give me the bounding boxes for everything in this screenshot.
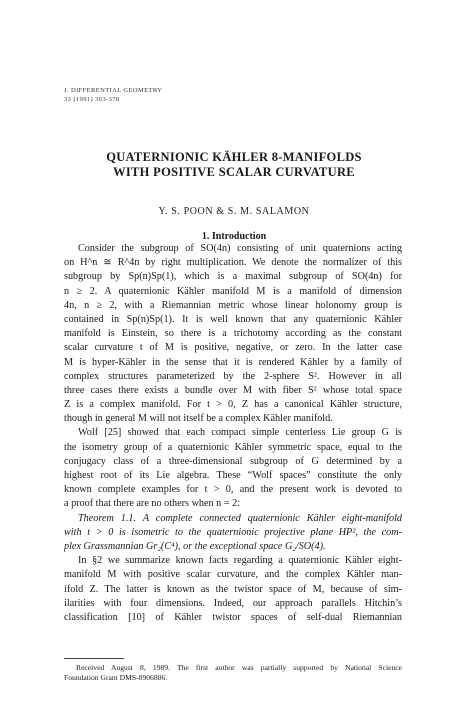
footnote-line: Received August 8, 1989. The first author was partially supported by National Science	[76, 663, 402, 672]
body-line: three cases there exists a bundle over M with fiber S² whose total space	[64, 384, 402, 396]
body-line: a proof that there are no others when n = 2:	[64, 498, 241, 510]
body-line: ilarities with four dimensions. Indeed, our approach parallels Hitchin’s	[64, 597, 402, 609]
footnote	[64, 663, 402, 683]
body-line: contained in Sp(n)Sp(1). It is well known that any quaternionic Kähler	[64, 313, 402, 325]
body-line: complex structures parameterized by the 2-sphere S². However in all	[64, 370, 402, 382]
theorem-line: Theorem 1.1. A complete connected quaternionic Kähler eight-manifold	[78, 512, 402, 524]
theorem-line: with t > 0 is isometric to the quaternionic projective plane HP², the com-	[64, 526, 402, 538]
body-line: on H^n ≅ R^4n by right multiplication. We denote the normalizer of this	[64, 257, 402, 269]
body-line: subgroup by Sp(n)Sp(1), which is a maximal subgroup of SO(4n) for	[64, 271, 402, 283]
body-line: manifold M with positive scalar curvature, and the complex Kähler man-	[64, 569, 402, 581]
body-line: manifold is Einstein, so there is a trichotomy according as the constant	[64, 328, 402, 340]
body-line: ifold Z. The latter is known as the twistor space of M, because of sim-	[64, 583, 402, 595]
journal-name: J. DIFFERENTIAL GEOMETRY	[64, 87, 163, 94]
body-line: 4n, n ≥ 2, with a Riemannian metric whose linear holonomy group is	[64, 299, 402, 311]
paper-authors: Y. S. POON & S. M. SALAMON	[158, 206, 310, 217]
theorem-line: plex Grassmannian Gr₂(C⁴), or the exceptional space G₂/SO(4).	[64, 540, 326, 552]
paper-title-line-1: QUATERNIONIC KÄHLER 8-MANIFOLDS	[106, 150, 362, 164]
body-line: the isometry group of a quaternionic Kähler symmetric space, equal to the	[64, 441, 402, 453]
body-line: though in general M will not itself be a complex Kähler manifold.	[64, 413, 333, 425]
body-line: classification [10] of Kähler twistor spaces of self-dual Riemannian	[64, 611, 402, 623]
body-line: Wolf [25] showed that each compact simple centerless Lie group G is	[78, 427, 402, 439]
body-line: In §2 we summarize known facts regarding a quaternionic Kähler eight-	[78, 555, 402, 567]
body-line: Consider the subgroup of SO(4n) consisting of unit quaternions acting	[78, 243, 402, 254]
body-line: conjugacy class of a three-dimensional subgroup of G determined by a	[64, 455, 402, 467]
section-heading: 1. Introduction	[201, 231, 267, 242]
body-line: known complete examples for t > 0, and the present work is devoted to	[64, 484, 402, 496]
footnote-line: Foundation Grant DMS-8906806.	[64, 673, 168, 682]
body-line: n ≥ 2. A quaternionic Kähler manifold M is a manifold of dimension	[64, 285, 402, 297]
body-line: scalar curvature t of M is positive, negative, or zero. In the latter case	[64, 342, 402, 354]
body-line: M is hyper-Kähler in the sense that it is rendered Kähler by a family of	[64, 356, 402, 368]
footnote-rule	[64, 658, 124, 659]
journal-header	[64, 87, 162, 104]
body-line: Z is a complex manifold. For t > 0, Z has a canonical Kähler structure,	[64, 399, 402, 411]
paper-title-line-2: WITH POSITIVE SCALAR CURVATURE	[113, 165, 355, 179]
journal-volume-pages: 33 (1991) 363-378	[64, 95, 120, 103]
body-text	[64, 242, 402, 625]
body-line: highest root of its Lie algebra. These “Wolf spaces” constitute the only	[64, 470, 402, 481]
